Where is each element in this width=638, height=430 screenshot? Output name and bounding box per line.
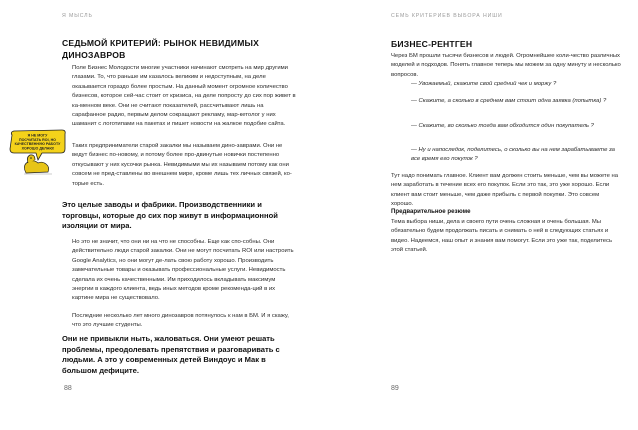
left-lead-1: Это целые заводы и фабрики. Производственники и торговцы, которые до сих пор живут в информационной изоляции от мира. <box>62 200 278 231</box>
right-paragraph-2: Тут надо понимать главное. Клиент вам должен стоить меньше, чем вы можете на нем заработать в течение всех его покупок. Если это так, это уже хорошо. Если клиент вам стоит меньше, чем даже прибыль с первой покупки. Это совсем хорошо. <box>391 173 619 208</box>
left-body-block-1 <box>72 64 298 135</box>
right-paragraph-3: Тема выбора ниши, дела и своего пути очень сложная и очень большая. Мы обязательно будем продолжать писать и снимать о ней в следующих статьях и видео. Надеемся, наш опыт и знания вам помогут. Если это уже так, поделитесь этой статьей. <box>391 219 613 254</box>
left-body-block-2 <box>72 142 298 194</box>
left-paragraph-2: Таких предприниматели старой закалки мы называем дино-заврами. Они не ведут бизнес по-новому, и потому более про-двинутые новички постепенно откусывают у них кусочки рынка. Невидимыми мы их называем потому как они совсем не пред-ставлены во внешнем мире, кроме лишь тех личных связей, ко-торые есть. <box>72 143 292 187</box>
left-paragraph-4: Последние несколько лет много динозавров потянулось к нам в БМ. И я скажу, что это лучшие студенты. <box>72 313 289 329</box>
right-paragraph-1: Через БМ прошли тысячи бизнесов и людей. Огромнейшее коли-чество различных моделей и подходов. Понять главное теперь мы можем за одну минуту и несколько вопросов. <box>391 53 621 78</box>
left-page-heading: СЕДЬМОЙ КРИТЕРИЙ: РЫНОК НЕВИДИМЫХ ДИНОЗАВРОВ <box>62 38 260 60</box>
left-lead-2: Они не привыкли ныть, жаловаться. Они умеют решать проблемы, преодолевать препятствия и разговаривать с людьми. А это у современных детей Виндоус и Мак в большом дефиците. <box>62 334 280 375</box>
dialogue-line-1: — Увожаемый, скажите свой средний чек и моржу ? <box>411 81 557 87</box>
left-body-block-4 <box>72 312 298 336</box>
sticker-caption <box>8 129 9 130</box>
left-running-head: Я МЫСЛЬ <box>62 13 93 19</box>
left-page-number: 88 <box>64 385 72 392</box>
dialogue-line-3: — Скажите, во сколько тогда вам обходится один покупатель ? <box>411 123 594 129</box>
dialogue-line-2: — Скажите, а сколько в среднем вам стоит одна заявка (попытка) ? <box>411 98 607 104</box>
right-page <box>319 0 638 430</box>
right-running-head: СЕМЬ КРИТЕРИЕВ ВЫБОРА НИШИ <box>391 13 503 19</box>
summary-subheading: Предварительное резюме <box>391 208 471 215</box>
sticker-text: Я НЕ МОГУ ПОСЧИТАТЬ ROI, НО КАЧЕСТВЕННУЮ РАБОТУ ХОРОШО ДЕЛАЮ! <box>14 133 61 151</box>
left-body-block-3 <box>72 238 298 309</box>
dinosaur-eye <box>30 157 32 159</box>
right-page-heading: БИЗНЕС-РЕНТГЕН <box>391 39 473 49</box>
dinosaur-illustration <box>8 129 68 179</box>
dinosaur-cartoon <box>8 129 68 179</box>
dialogue-line-4: — Ну и напоследок, поделитесь, о сколько вы на нем зарабатываете за все время его покупок ? <box>411 147 615 163</box>
left-paragraph-3: Но это не значит, что они ни на что не способны. Еще как спо-собны. Они действительно люди старой закалки. Они не могут посчитать ROI или настроить Google Analytics, но они могут де-лать свою работу хорошо. Производить замечательные товары и оказывать профессиональные услуги. Невидимость сделала их очень качественными. Им приходилось вкладывать максимум энергии в каждого клиента, ведь иных методов кроме рекоменда-ций в их картине мира не существовало. <box>72 239 294 302</box>
right-body-block-3 <box>391 218 623 261</box>
right-page-number: 89 <box>391 385 399 392</box>
left-paragraph-1: Поле Бизнес Молодости многие участники начинают смотреть на мир другими глазами. То, что раньше им казалось великим и недоступным, на деле оказывается гораздо более простым. На данный момент огромное количество бизнесов, которое сей-час стоит от кризиса, на деле попросту до сих пор живет в ка-менном веке. Они не считают показателей, рассчитывают лишь на сарафанное радио, первым делом сокращают рекламу, мар-кетолог у них шаманит с логотипами на пакетах и пишет новости на жалкое подобие сайта. <box>72 65 296 128</box>
